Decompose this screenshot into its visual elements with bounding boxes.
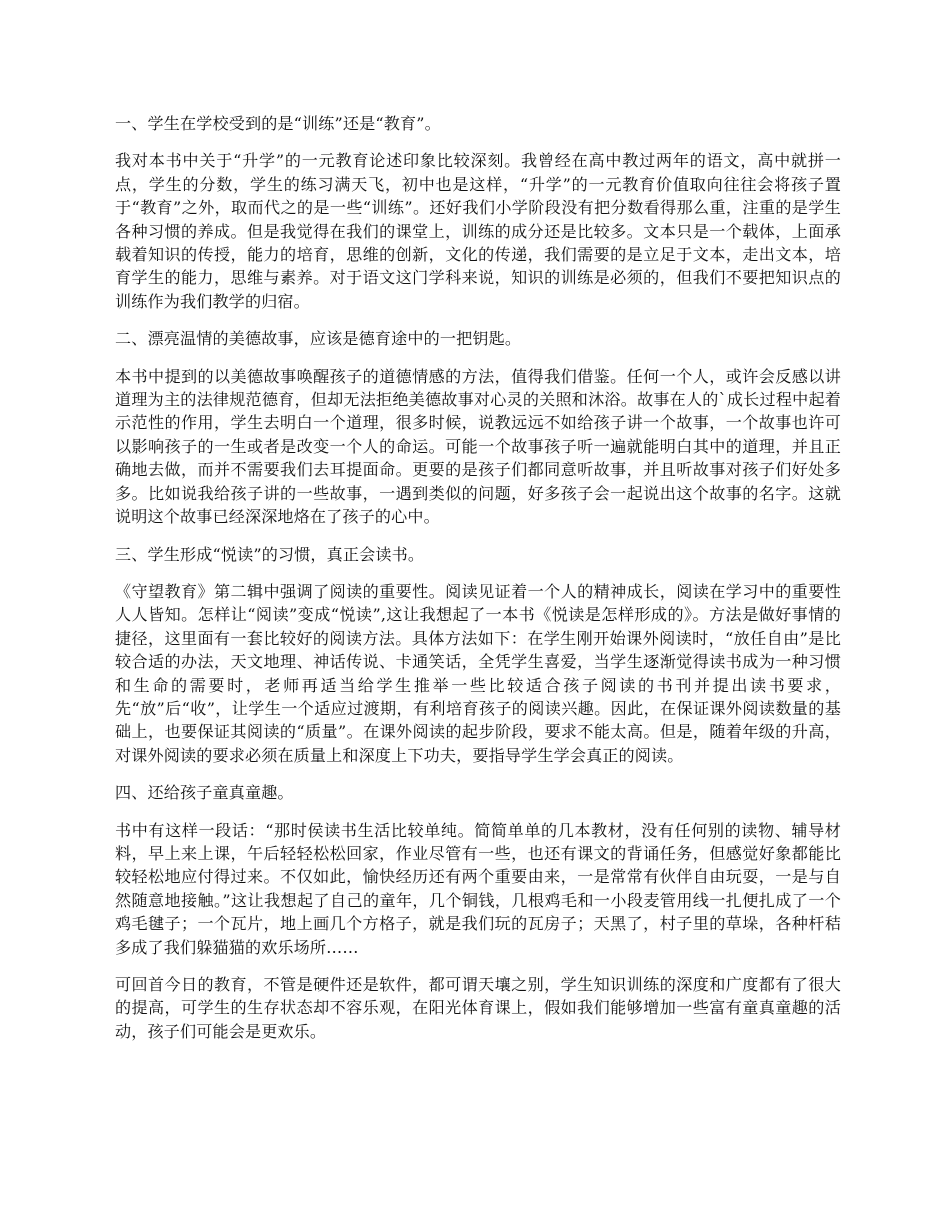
section-3-paragraph: 《守望教育》第二辑中强调了阅读的重要性。阅读见证着一个人的精神成长，阅读在学习中的重要性人人皆知。怎样让“阅读”变成“悦读”,这让我想起了一本书《悦读是怎样形成的》。方法是做好事情的捷径，这里面有一套比较好的阅读方法。具体方法如下：在学生刚开始课外阅读时，“放任自由”是比较合适的办法，天文地理、神话传说、卡通笑话，全凭学生喜爱，当学生逐渐觉得读书成为一种习惯和生命的需要时，老师再适当给学生推举一些比较适合孩子阅读的书刊并提出读书要求，先“放”后“收”，让学生一个适应过渡期，有利培育孩子的阅读兴趣。因此，在保证课外阅读数量的基础上，也要保证其阅读的“质量”。在课外阅读的起步阶段，要求不能太高。但是，随着年级的升高，对课外阅读的要求必须在质量上和深度上下功夫，要指导学生学会真正的阅读。 (115, 581, 841, 765)
section-1-heading: 一、学生在学校受到的是“训练”还是“教育”。 (115, 114, 441, 133)
section-4-heading: 四、还给孩子童真童趣。 (115, 783, 294, 803)
document-body (115, 112, 841, 1057)
section-4-paragraph-2: 可回首今日的教育，不管是硬件还是软件，都可谓天壤之别，学生知识训练的深度和广度都有了很大的提高，可学生的生存状态却不容乐观，在阳光体育课上，假如我们能够增加一些富有童真童趣的活动，孩子们可能会是更欢乐。 (115, 975, 841, 1041)
section-2-paragraph: 本书中提到的以美德故事唤醒孩子的道德情感的方法，值得我们借鉴。任何一个人，或许会反感以讲道理为主的法律规范德育，但却无法拒绝美德故事对心灵的关照和沐浴。故事在人的`成长过程中起着示范性的作用，学生去明白一个道理，很多时候，说教远远不如给孩子讲一个故事，一个故事也许可以影响孩子的一生或者是改变一个人的命运。可能一个故事孩子听一遍就能明白其中的道理，并且正确地去做，而并不需要我们去耳提面命。更要的是孩子们都同意听故事，并且听故事对孩子们好处多多。比如说我给孩子讲的一些故事，一遇到类似的问题，好多孩子会一起说出这个故事的名字。这就说明这个故事已经深深地烙在了孩子的心中。 (115, 366, 841, 527)
section-1-paragraph: 我对本书中关于“升学”的一元教育论述印象比较深刻。我曾经在高中教过两年的语文，高中就拼一点，学生的分数，学生的练习满天飞，初中也是这样，“升学”的一元教育价值取向往往会将孩子置于“教育”之外，取而代之的是一些“训练”。还好我们小学阶段没有把分数看得那么重，注重的是学生各种习惯的养成。但是我觉得在我们的课堂上，训练的成分还是比较多。文本只是一个载体，上面承载着知识的传授，能力的培育，思维的创新，文化的传递，我们需要的是立足于文本，走出文本，培育学生的能力，思维与素养。对于语文这门学科来说，知识的训练是必须的，但我们不要把知识点的训练作为我们教学的归宿。 (115, 151, 841, 311)
section-4-paragraph-1: 书中有这样一段话：“那时侯读书生活比较单纯。简简单单的几本教材，没有任何别的读物、辅导材料，早上来上课，午后轻轻松松回家，作业尽管有一些，也还有课文的背诵任务，但感觉好象都能比较轻松地应付得过来。不仅如此，愉快经历还有两个重要由来，一是常常有伙伴自由玩耍，一是与自然随意地接触。”这让我想起了自己的童年，几个铜钱，几根鸡毛和一小段麦管用线一扎便扎成了一个鸡毛毽子；一个瓦片，地上画几个方格子，就是我们玩的瓦房子；天黑了，村子里的草垛，各种杆秸多成了我们躲猫猫的欢乐场所…… (115, 820, 841, 957)
section-2-heading: 二、漂亮温情的美德故事，应该是德育途中的一把钥匙。 (115, 329, 522, 349)
section-3-heading: 三、学生形成“悦读”的习惯，真正会读书。 (115, 544, 425, 564)
